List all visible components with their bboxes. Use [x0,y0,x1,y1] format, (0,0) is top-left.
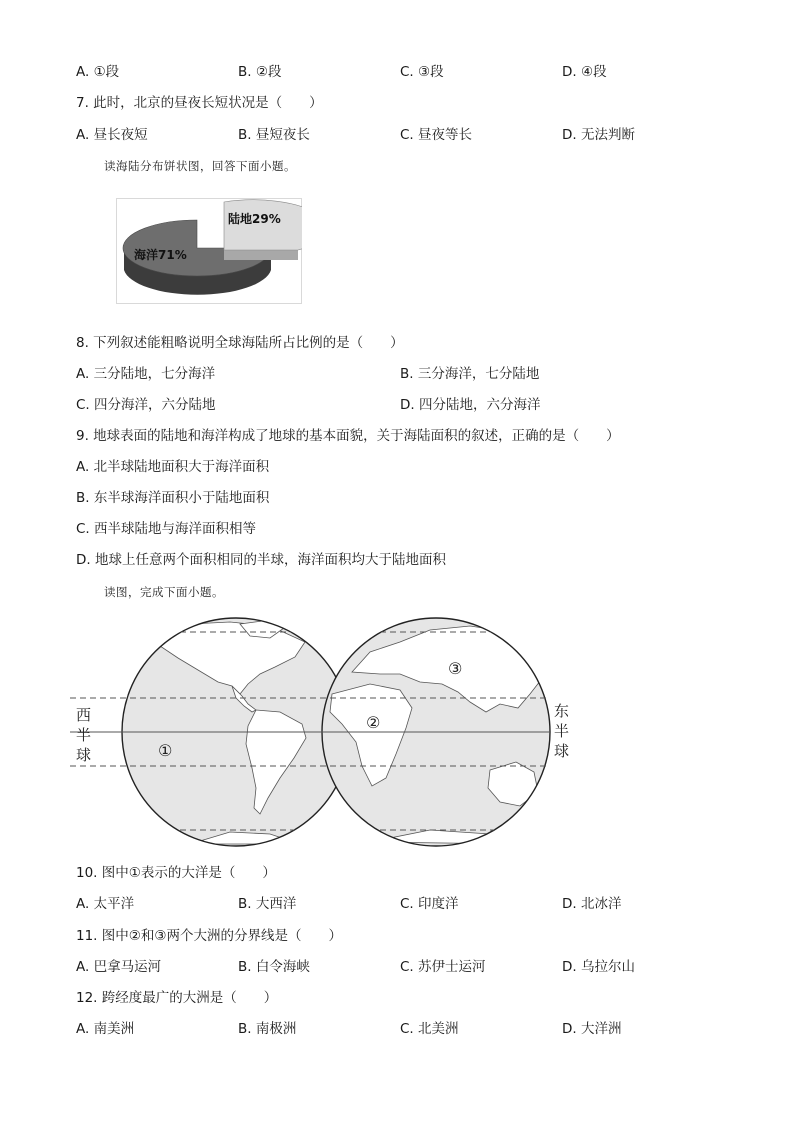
east-label-3: 球 [554,742,570,760]
west-label-1: 西 [76,706,92,724]
q6-option-b[interactable]: B. ②段 [238,64,282,80]
q6-option-d[interactable]: D. ④段 [562,64,607,80]
west-label-3: 球 [76,746,92,764]
q6-option-c[interactable]: C. ③段 [400,64,444,80]
q8-option-d[interactable]: D. 四分陆地，六分海洋 [400,397,541,413]
q7-option-a[interactable]: A. 昼长夜短 [76,127,148,143]
q12-stem: 12. 跨经度最广的大洲是（ ） [76,990,278,1006]
q8-stem: 8. 下列叙述能粗略说明全球海陆所占比例的是（ ） [76,335,404,351]
sea-label: 海洋71% [134,248,187,262]
q7-stem: 7. 此时，北京的昼夜长短状况是（ ） [76,95,323,111]
q9-option-c[interactable]: C. 西半球陆地与海洋面积相等 [76,521,257,537]
q8-option-c[interactable]: C. 四分海洋，六分陆地 [76,397,216,413]
q10-option-b[interactable]: B. 大西洋 [238,896,297,912]
east-label-1: 东 [554,702,570,720]
q11-option-b[interactable]: B. 白令海峡 [238,959,310,975]
q6-option-a[interactable]: A. ①段 [76,64,120,80]
q7-option-c[interactable]: C. 昼夜等长 [400,127,473,143]
q9-stem: 9. 地球表面的陆地和海洋构成了地球的基本面貌，关于海陆面积的叙述，正确的是（ ） [76,428,620,444]
q10-option-d[interactable]: D. 北冰洋 [562,896,622,912]
pie-intro: 读海陆分布饼状图，回答下面小题。 [104,159,296,173]
west-label-2: 半 [76,726,92,744]
land-sea-pie-chart [116,198,302,304]
q7-option-d[interactable]: D. 无法判断 [562,127,635,143]
q10-stem: 10. 图中①表示的大洋是（ ） [76,865,276,881]
q10-option-a[interactable]: A. 太平洋 [76,896,135,912]
q9-option-b[interactable]: B. 东半球海洋面积小于陆地面积 [76,490,270,506]
q9-option-a[interactable]: A. 北半球陆地面积大于海洋面积 [76,459,270,475]
q9-option-d[interactable]: D. 地球上任意两个面积相同的半球，海洋面积均大于陆地面积 [76,552,446,568]
q10-option-c[interactable]: C. 印度洋 [400,896,459,912]
q12-option-c[interactable]: C. 北美洲 [400,1021,459,1037]
q11-option-d[interactable]: D. 乌拉尔山 [562,959,635,975]
q12-option-b[interactable]: B. 南极洲 [238,1021,297,1037]
marker-continent-3: ③ [448,659,463,678]
marker-continent-2: ② [366,713,381,732]
q11-option-a[interactable]: A. 巴拿马运河 [76,959,162,975]
q8-option-a[interactable]: A. 三分陆地，七分海洋 [76,366,216,382]
land-slice-side [224,250,298,260]
land-label: 陆地29% [228,212,281,226]
q12-option-a[interactable]: A. 南美洲 [76,1021,135,1037]
hemispheres-map [70,612,580,852]
q11-option-c[interactable]: C. 苏伊士运河 [400,959,486,975]
q11-stem: 11. 图中②和③两个大洲的分界线是（ ） [76,928,342,944]
east-label-2: 半 [554,722,570,740]
q8-option-b[interactable]: B. 三分海洋，七分陆地 [400,366,540,382]
marker-ocean-1: ① [158,741,173,760]
q7-option-b[interactable]: B. 昼短夜长 [238,127,310,143]
q12-option-d[interactable]: D. 大洋洲 [562,1021,622,1037]
map-intro: 读图，完成下面小题。 [104,585,224,599]
